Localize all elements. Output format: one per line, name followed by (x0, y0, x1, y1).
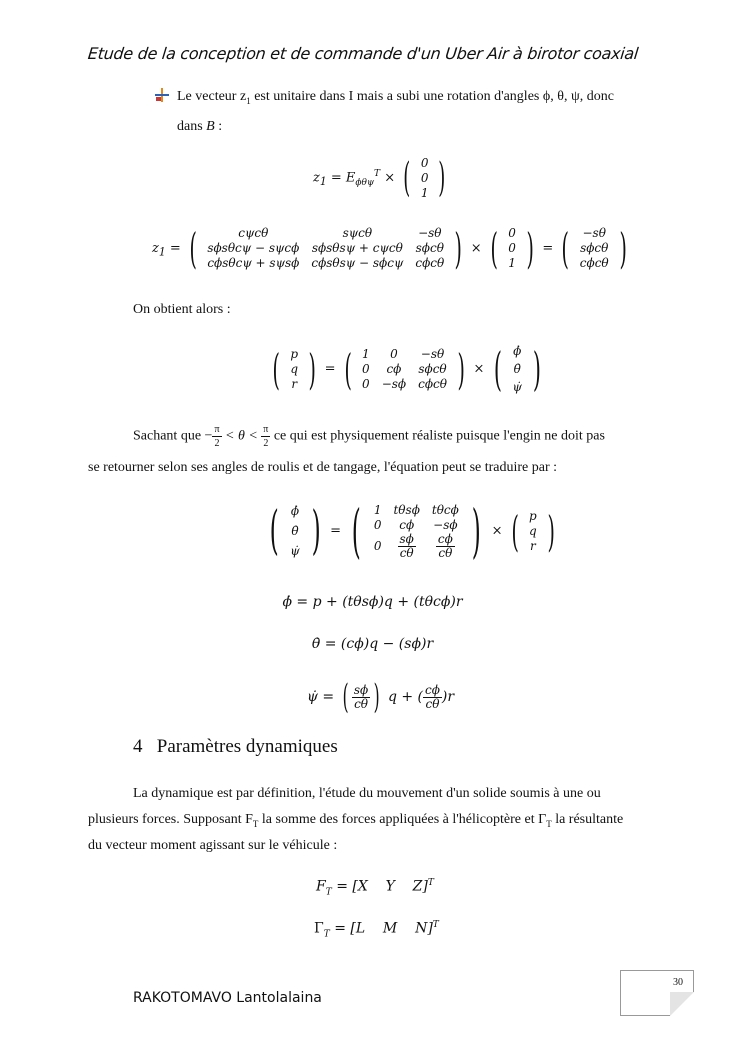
matrix-cell: 1 (373, 502, 382, 517)
eq3-rate-vector (506, 342, 527, 396)
para4-b: la somme des forces appliquées à l'hélicoptère et Γ (258, 812, 547, 827)
vector-cell: ψ̇ (290, 544, 300, 558)
eq4-equals: = (330, 523, 342, 539)
matrix-cell: sϕsθsψ + cψcθ (311, 241, 403, 255)
frac-num: cϕ (425, 682, 440, 697)
vector-cell: sϕcθ (580, 241, 609, 255)
matrix-cell: sϕcθ (418, 361, 447, 376)
vector-cell: p (290, 346, 299, 361)
eq1-rhs: = E (330, 170, 356, 186)
matrix-cell: −sθ (418, 226, 442, 240)
section-number: 4 (133, 736, 143, 757)
eq2-lhs-sub: 1 (158, 245, 166, 259)
frac-num: cϕ (437, 531, 453, 546)
eq9-sub: T (323, 929, 330, 940)
para3-b: < θ < (221, 428, 262, 444)
frac-den: cθ (354, 696, 369, 711)
eq2-unit-vector (502, 226, 522, 271)
page-number-box (620, 970, 694, 1016)
matrix-cell: 0 (390, 346, 398, 361)
eq1-sup: T (374, 169, 381, 180)
vector-cell: ψ̇ (512, 380, 522, 394)
matrix-cell: cϕcθ (415, 256, 445, 270)
eq9-rhs: = [L M N] (334, 920, 433, 937)
bullet-icon (155, 86, 169, 112)
para4-sub1: T (252, 818, 259, 829)
para1-line2-b: B (206, 118, 215, 134)
matrix-cell: −sθ (420, 346, 445, 361)
vector-cell: 0 (508, 226, 516, 240)
eq3-equals: = (324, 361, 336, 377)
paragraph-dynamique-line1: La dynamique est par définition, l'étude du mouvement d'un solide soumis à une ou (133, 786, 601, 801)
eq4-times: × (491, 523, 503, 539)
para1-line2-a: dans (177, 118, 207, 134)
vector-cell: q (529, 523, 537, 538)
matrix-cell: tθcϕ (431, 502, 459, 517)
matrix-cell: cϕ (399, 517, 415, 532)
paragraph-sachant-que (133, 423, 605, 450)
frac-den: cθ (399, 545, 414, 560)
frac-num: π (214, 424, 220, 435)
vector-cell: θ̇ (513, 362, 521, 376)
section-title: Paramètres dynamiques (156, 736, 338, 757)
vector-cell: r (530, 538, 536, 553)
vector-cell: r (291, 376, 298, 391)
eq4-matrix (368, 503, 465, 560)
matrix-cell: cϕsθsψ − sϕcψ (311, 256, 404, 270)
eq4-lhs-vector (284, 501, 305, 561)
eq1-lhs: z (313, 170, 320, 186)
eq7-mid: q + ( (387, 689, 424, 705)
page-number: 30 (673, 977, 683, 988)
matrix-cell: −sϕ (381, 376, 407, 391)
frac-den: cθ (438, 545, 453, 560)
equation-pqr: ( p q r ) = ( 1 0 −sθ 0 cϕ sϕcθ 0 −sϕ cϕcθ ) × ( ϕ̇ θ̇ ψ̇ ) (272, 342, 541, 396)
paragraph-dynamique-line3: du vecteur moment agissant sur le véhicule : (88, 838, 338, 853)
vector-cell: 1 (508, 256, 516, 270)
para4-c: la résultante (551, 812, 624, 827)
para1-sub: 1 (246, 95, 251, 106)
equation-psi-dot: ψ̇ = ( $\frac{s\phi}{c\theta}$ ) q + ( $\frac{c\phi}{c\theta}$ )r (307, 677, 455, 717)
vector-cell: 1 (420, 185, 429, 200)
eq7-end: )r (441, 689, 455, 705)
eq2-times: × (470, 241, 482, 256)
matrix-cell: cϕsθcψ + sψsϕ (207, 256, 300, 270)
paragraph-sachant-que-line2: se retourner selon ses angles de roulis et de tangage, l'équation peut se traduire par : (88, 460, 558, 475)
matrix-cell: cϕcθ (418, 376, 447, 391)
running-header: Etude de la conception et de commande d'un Uber Air à birotor coaxial (87, 44, 640, 63)
vector-cell: cϕcθ (579, 256, 609, 270)
eq8-rhs: = [X Y Z] (336, 878, 428, 895)
vector-cell: q (290, 361, 299, 376)
eq2-equals-2: = (542, 241, 554, 256)
matrix-cell: 0 (373, 538, 382, 553)
eq2-rotation-matrix (201, 226, 450, 271)
eq1-times: × (384, 170, 396, 186)
para1-text-b: est unitaire dans I mais a subi une rotation d'angles ϕ, θ, ψ, donc (250, 89, 614, 104)
vector-cell: p (529, 508, 537, 523)
eq9-sup: T (432, 920, 439, 930)
eq8-lhs: F (316, 878, 326, 895)
eq9-lhs: Γ (314, 920, 324, 937)
equation-phi-dot: ϕ̇ = p + (tθsϕ)q + (tθcϕ)r (282, 594, 463, 610)
eq2-lhs: z (152, 241, 159, 256)
equation-force-vector (316, 878, 434, 897)
frac-num: sϕ (353, 682, 369, 697)
paragraph-vector-rotation (177, 84, 657, 140)
para4-sub2: T (546, 818, 552, 829)
matrix-cell: −sϕ (433, 517, 458, 532)
matrix-cell: sϕsθcψ − sψcϕ (207, 241, 300, 255)
matrix-cell: 0 (373, 517, 382, 532)
vector-cell: θ̇ (291, 524, 299, 538)
vector-cell: 0 (420, 155, 429, 170)
eq2-equals: = (169, 241, 181, 256)
eq3-lhs-vector (284, 347, 304, 392)
eq1-vector (415, 156, 435, 201)
frac-num: π (263, 424, 269, 435)
matrix-cell: sϕcθ (415, 241, 444, 255)
equation-theta-dot: θ̇ = (cϕ)q − (sϕ)r (311, 636, 434, 652)
frac-num: sϕ (399, 531, 414, 546)
matrix-cell: 0 (362, 376, 370, 391)
matrix-cell: 1 (362, 346, 370, 361)
eq1-lhs-sub: 1 (319, 175, 327, 189)
matrix-cell: cϕ (386, 361, 402, 376)
para3-c: ce qui est physiquement réaliste puisque l'engin ne doit pas (270, 428, 605, 444)
eq4-pqr-vector (523, 509, 543, 554)
equation-z1-matrix: $z_1$ = ( cψcθ sψcθ −sθ sϕsθcψ − sψcϕ sϕsθsψ + cψcθ sϕcθ cϕsθcψ + sψsϕ cϕsθsψ − sϕcψ cϕcθ ) × ( 0 0 1 ) = ( −sθ sϕcθ cϕcθ ) (152, 224, 627, 273)
vector-cell: −sθ (582, 226, 606, 240)
eq8-sup: T (427, 878, 434, 888)
eq1-rhs-sub: ϕθψ (355, 178, 375, 189)
para1-text-a: Le vecteur z (177, 89, 247, 104)
vector-cell: 0 (420, 170, 429, 185)
eq3-matrix (356, 347, 453, 392)
frac-den: 2 (263, 438, 269, 449)
vector-cell: ϕ̇ (513, 344, 522, 358)
vector-cell: 0 (508, 241, 516, 255)
equation-moment-vector (314, 920, 439, 939)
footer-author: RAKOTOMAVO Lantolalaina (133, 990, 322, 1006)
matrix-cell: sψcθ (342, 226, 373, 240)
eq2-result-vector (574, 226, 615, 271)
para3-a: Sachant que − (133, 428, 213, 444)
paragraph-on-obtient: On obtient alors : (133, 302, 231, 317)
page-fold-icon (670, 992, 694, 1016)
matrix-cell: cψcθ (238, 226, 269, 240)
vector-cell: ϕ̇ (290, 504, 300, 518)
equation-euler-rates: ( ϕ̇ θ̇ ψ̇ ) = ( 1 tθsϕ tθcϕ 0 cϕ −sϕ 0 $\frac{s\phi}{c\theta}$ $\frac{c\phi}{c\theta}$ ) × ( p q r ) (269, 497, 555, 565)
frac-den: cθ (425, 696, 440, 711)
para1-line2-c: : (214, 118, 223, 134)
para4-a: plusieurs forces. Supposant F (88, 812, 253, 827)
equation-z1-definition: $z_1 = E_{\phi\theta\psi}^T$ × ( 0 0 1 ) (313, 155, 446, 201)
frac-den: 2 (214, 438, 220, 449)
matrix-cell: tθsϕ (393, 502, 420, 517)
section-heading (133, 736, 338, 758)
eq3-times: × (473, 361, 485, 377)
eq8-sub: T (325, 887, 332, 898)
matrix-cell: 0 (362, 361, 370, 376)
eq7-lhs: ψ̇ = (307, 689, 335, 705)
